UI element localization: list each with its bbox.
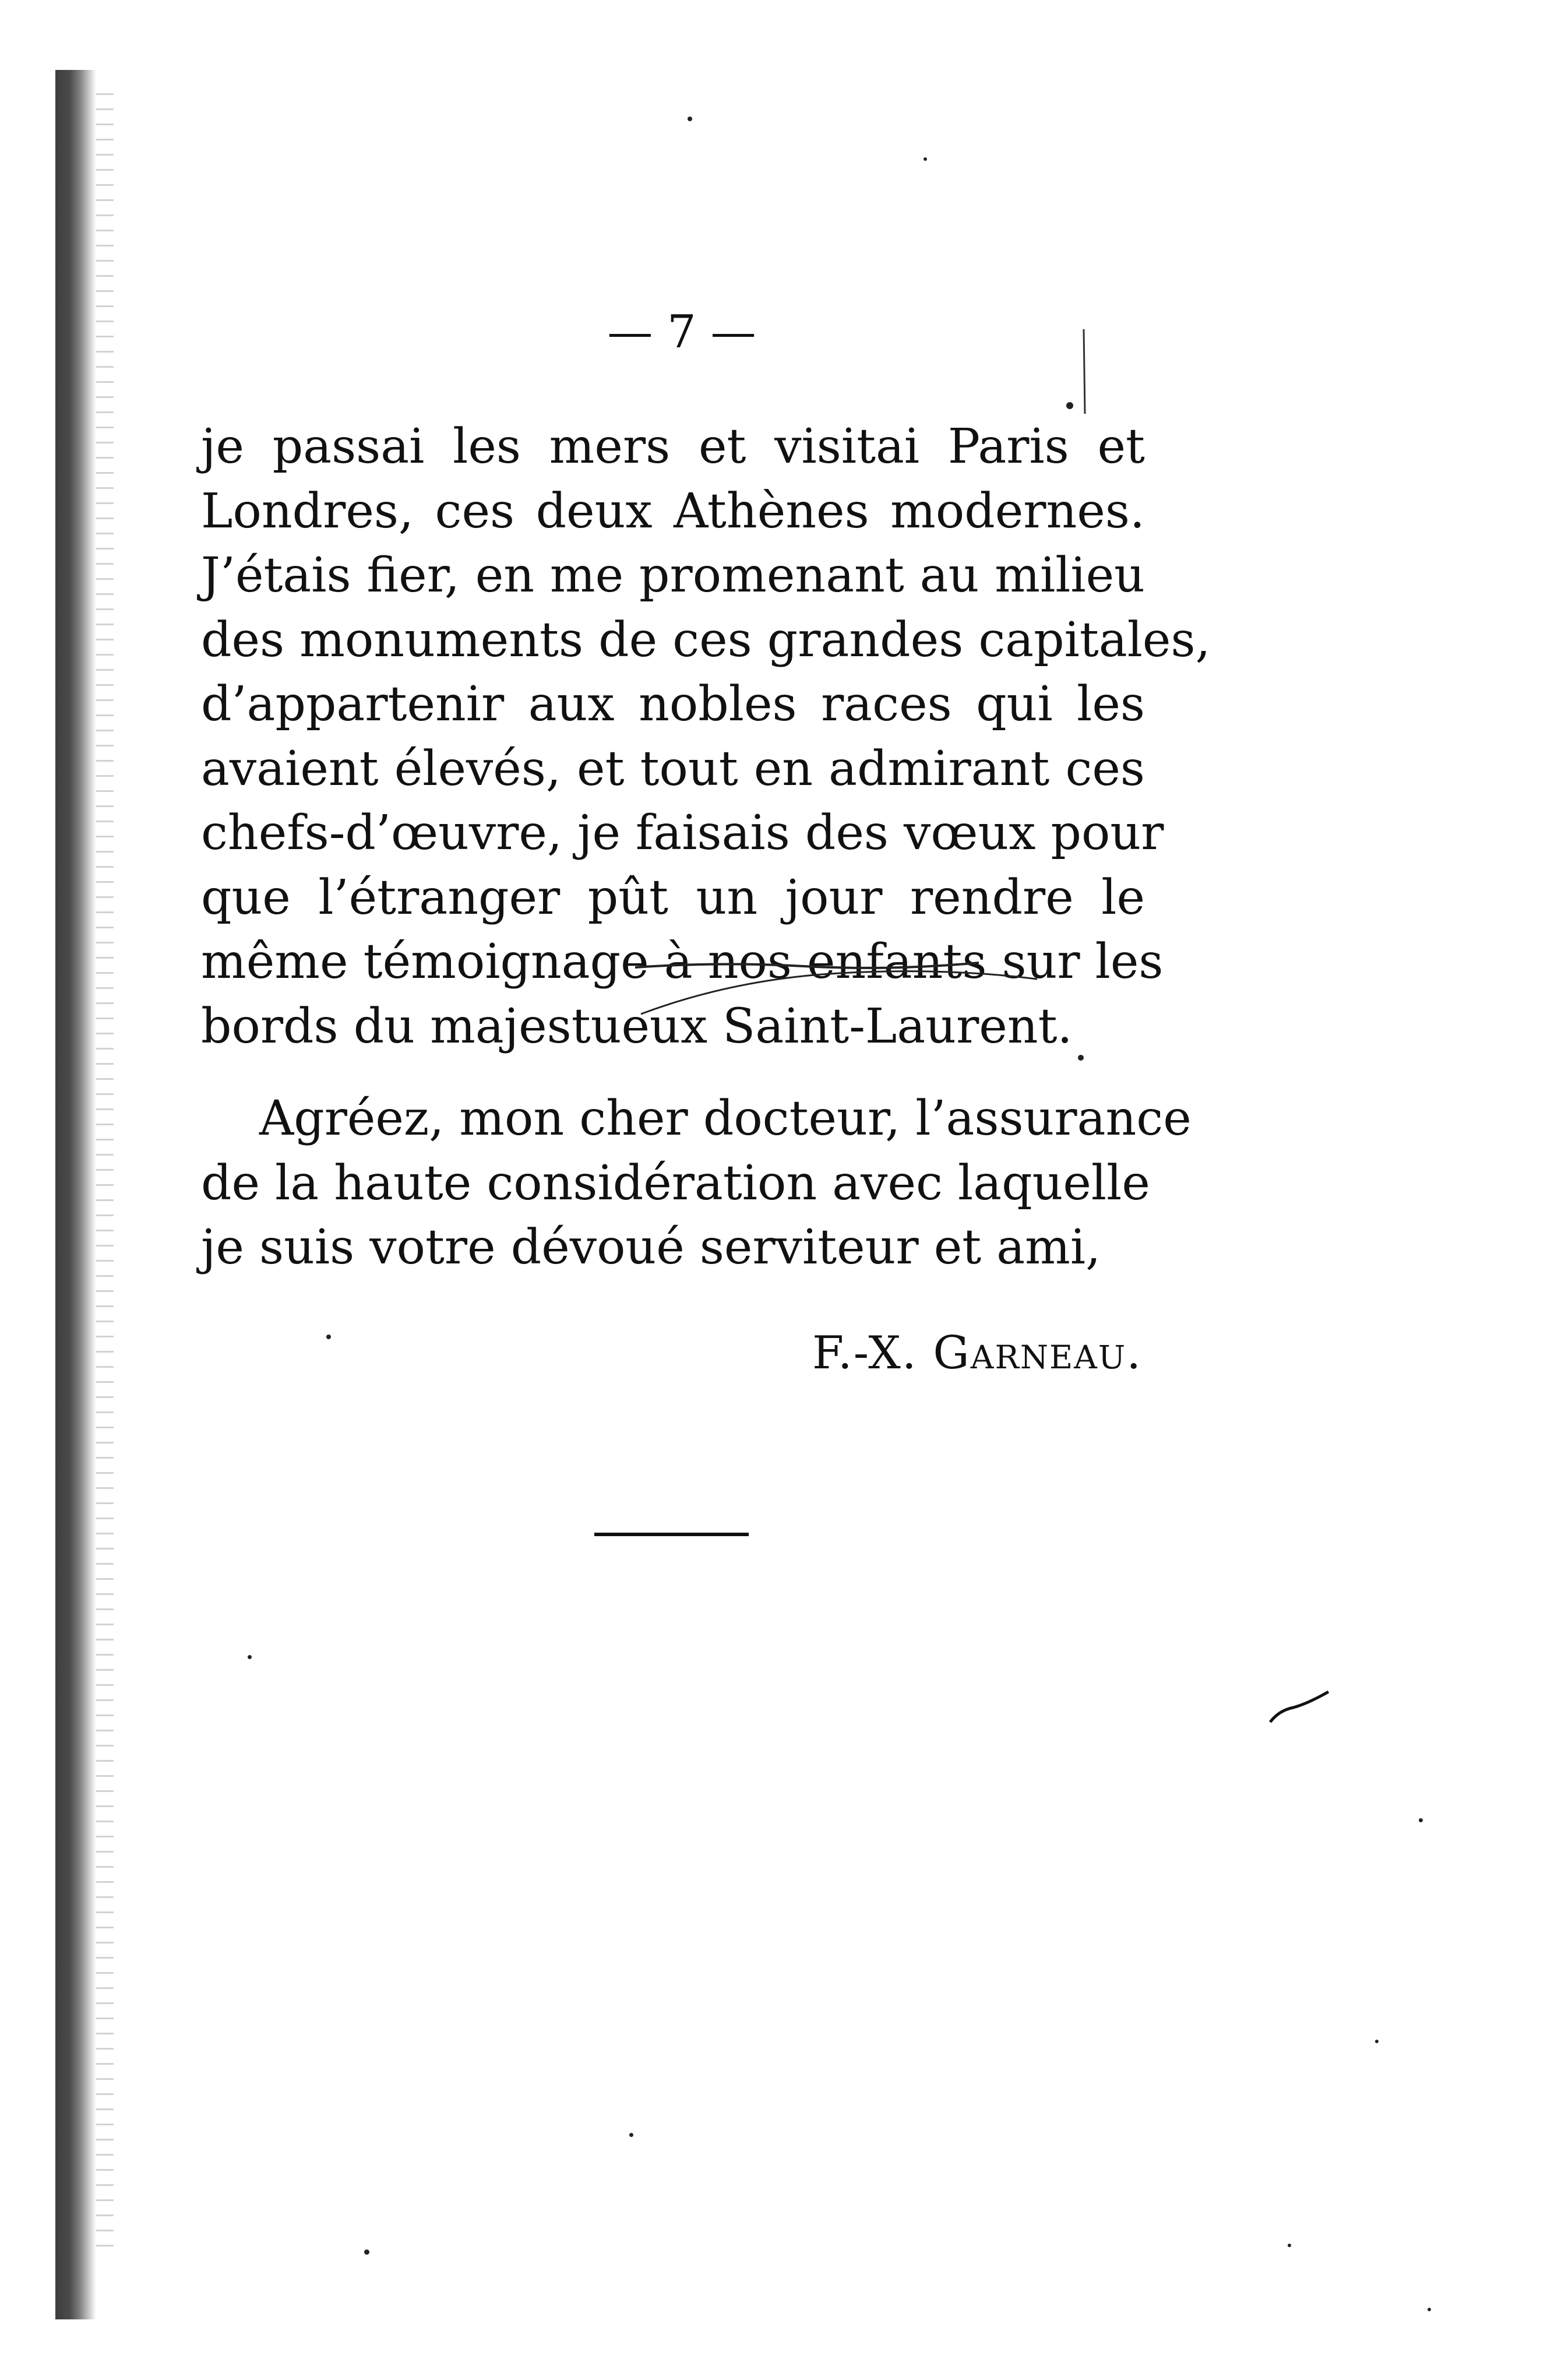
signature: F.-X. Garneau. bbox=[812, 1327, 1142, 1379]
paper-speck bbox=[1419, 1818, 1423, 1822]
paper-speck bbox=[1078, 1055, 1084, 1061]
paper-speck bbox=[629, 2133, 633, 2137]
page-number: — 7 — bbox=[607, 306, 756, 358]
pencil-stroke-mark bbox=[1267, 1687, 1331, 1728]
paper-speck bbox=[326, 1335, 331, 1339]
text-line: des monuments de ces grandes capitales, bbox=[201, 612, 1211, 668]
closing-rule bbox=[594, 1533, 749, 1536]
text-line: de la haute considération avec laquelle bbox=[201, 1155, 1150, 1211]
text-line: chefs-d’œuvre, je faisais des vœux pour bbox=[201, 805, 1164, 861]
text-line: je suis votre dévoué serviteur et ami, bbox=[201, 1220, 1101, 1275]
text-line: bords du majestueux Saint-Laurent. bbox=[201, 998, 1073, 1054]
text-line: Londres, ces deux Athènes modernes. bbox=[201, 483, 1145, 539]
paper-speck bbox=[248, 1655, 252, 1659]
text-line: d’appartenir aux nobles races qui les bbox=[201, 677, 1145, 732]
paper-speck bbox=[688, 117, 692, 121]
paper-speck bbox=[1427, 2308, 1431, 2311]
text-line: J’étais fier, en me promenant au milieu bbox=[201, 548, 1145, 603]
paragraph-2 bbox=[201, 1087, 1192, 1280]
text-line: que l’étranger pût un jour rendre le bbox=[201, 869, 1145, 925]
paper-speck bbox=[364, 2249, 369, 2255]
paper-speck bbox=[1066, 402, 1073, 409]
text-line: avaient élevés, et tout en admirant ces bbox=[201, 741, 1145, 797]
text-line: je passai les mers et visitai Paris et bbox=[201, 419, 1145, 474]
paper-speck bbox=[924, 157, 927, 161]
text-line: même témoignage à nos enfants sur les bbox=[201, 934, 1164, 990]
binding-edge bbox=[55, 70, 96, 2319]
binding-speckle bbox=[96, 93, 114, 2249]
paper-speck bbox=[1375, 2040, 1379, 2043]
pencil-underline-mark bbox=[629, 938, 1049, 1026]
paper-speck bbox=[1288, 2244, 1291, 2247]
pencil-tick-mark bbox=[1072, 326, 1095, 420]
text-line: Agréez, mon cher docteur, l’assurance bbox=[259, 1091, 1192, 1146]
